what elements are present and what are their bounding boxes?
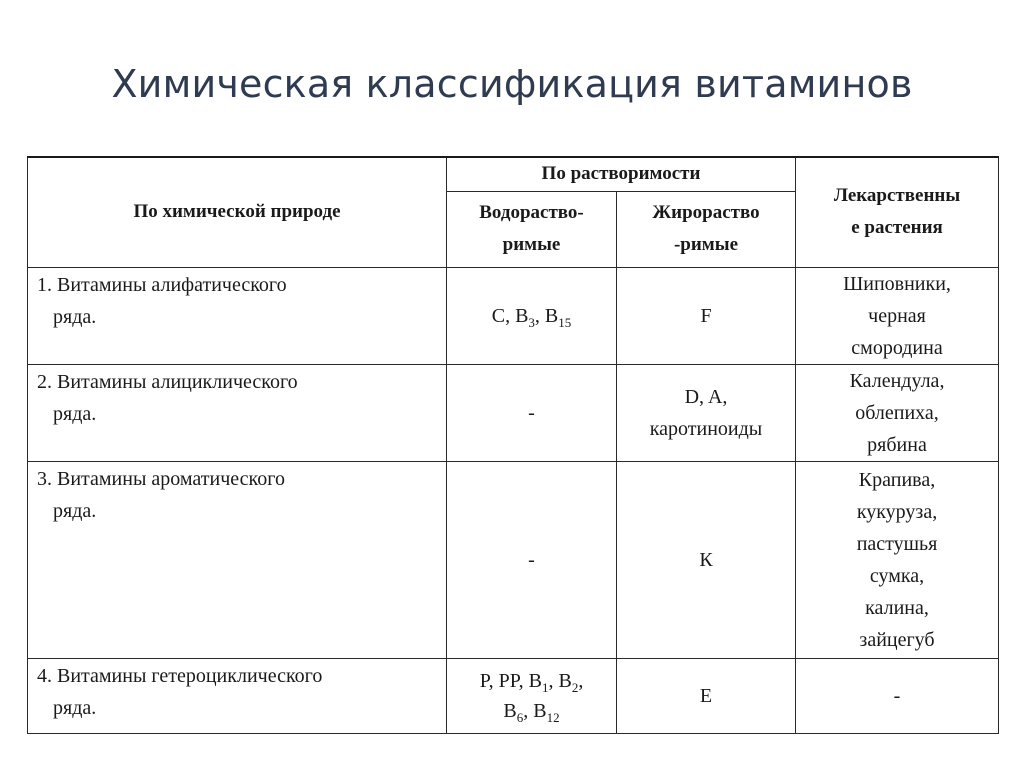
row-fat-soluble: E [617,658,796,733]
plant-name: смородина [851,336,943,359]
vitamin-text: P, PP, B [479,669,542,692]
row-medicinal-plants: - [796,658,999,733]
vitamin-text: , B [523,699,547,722]
vitamin-text: D, A, [684,385,728,408]
page-title: Химическая классификация витаминов [111,62,913,106]
header-solubility: По растворимости [447,157,796,191]
row-fat-soluble: F [617,267,796,364]
plant-name: пастушья [856,532,938,555]
vitamin-classification-table [27,156,999,734]
vitamin-text: каротиноиды [649,417,763,440]
header-water-soluble [447,191,617,267]
row-name-line1: 2. Витамины алициклического [37,370,298,393]
vitamin-subscript: 1 [541,679,549,695]
header-medicinal-plants [796,157,999,267]
vitamin-subscript: 3 [528,314,535,330]
row-name-line2: ряда. [53,499,97,522]
vitamin-text: B [503,699,517,722]
vitamin-text: , [578,669,584,692]
row-fat-soluble: К [617,461,796,658]
table-row [28,658,999,733]
plant-name: Шиповники, [843,272,951,295]
header-plants-line1: Лекарственны [833,185,961,207]
row-medicinal-plants [796,364,999,461]
table-row [28,267,999,364]
row-name-line1: 4. Витамины гетероциклического [37,664,323,687]
plant-name: черная [868,304,926,327]
vitamin-subscript: 12 [546,709,560,725]
header-water-line2: римые [502,234,561,255]
vitamin-subscript: 6 [516,709,524,725]
header-fat-line1: Жирораство [652,202,760,223]
vitamin-text: , B [548,669,572,692]
header-chemical-nature: По химической природе [28,157,447,267]
plant-name: сумка, [869,564,925,587]
plant-name: кукуруза, [856,500,938,523]
vitamin-text: , B [534,304,559,327]
row-name-line1: 1. Витамины алифатического [37,273,287,296]
row-name-line2: ряда. [53,402,97,425]
row-water-soluble [447,658,617,733]
plant-name: зайцегуб [859,628,935,651]
row-name-line2: ряда. [53,305,97,328]
row-chemical-nature [28,658,447,733]
row-medicinal-plants [796,267,999,364]
header-fat-line2: -римые [673,234,739,255]
header-water-line1: Водораство- [479,202,584,223]
row-name-line1: 3. Витамины ароматического [37,467,285,490]
table-row [28,461,999,658]
vitamin-subscript: 15 [558,314,572,330]
plant-name: рябина [867,433,927,456]
row-water-soluble: - [447,461,617,658]
row-chemical-nature [28,364,447,461]
row-medicinal-plants [796,461,999,658]
vitamin-text: C, B [491,304,529,327]
plant-name: Календула, [849,369,945,392]
row-water-soluble: - [447,364,617,461]
table-row [28,364,999,461]
vitamin-subscript: 2 [571,679,579,695]
row-water-soluble [447,267,617,364]
header-fat-soluble [617,191,796,267]
header-plants-line2: е растения [851,217,943,239]
row-name-line2: ряда. [53,696,97,719]
plant-name: калина, [865,596,929,619]
plant-name: Крапива, [858,468,936,491]
row-chemical-nature [28,267,447,364]
row-chemical-nature [28,461,447,658]
plant-name: облепиха, [855,401,939,424]
row-fat-soluble [617,364,796,461]
